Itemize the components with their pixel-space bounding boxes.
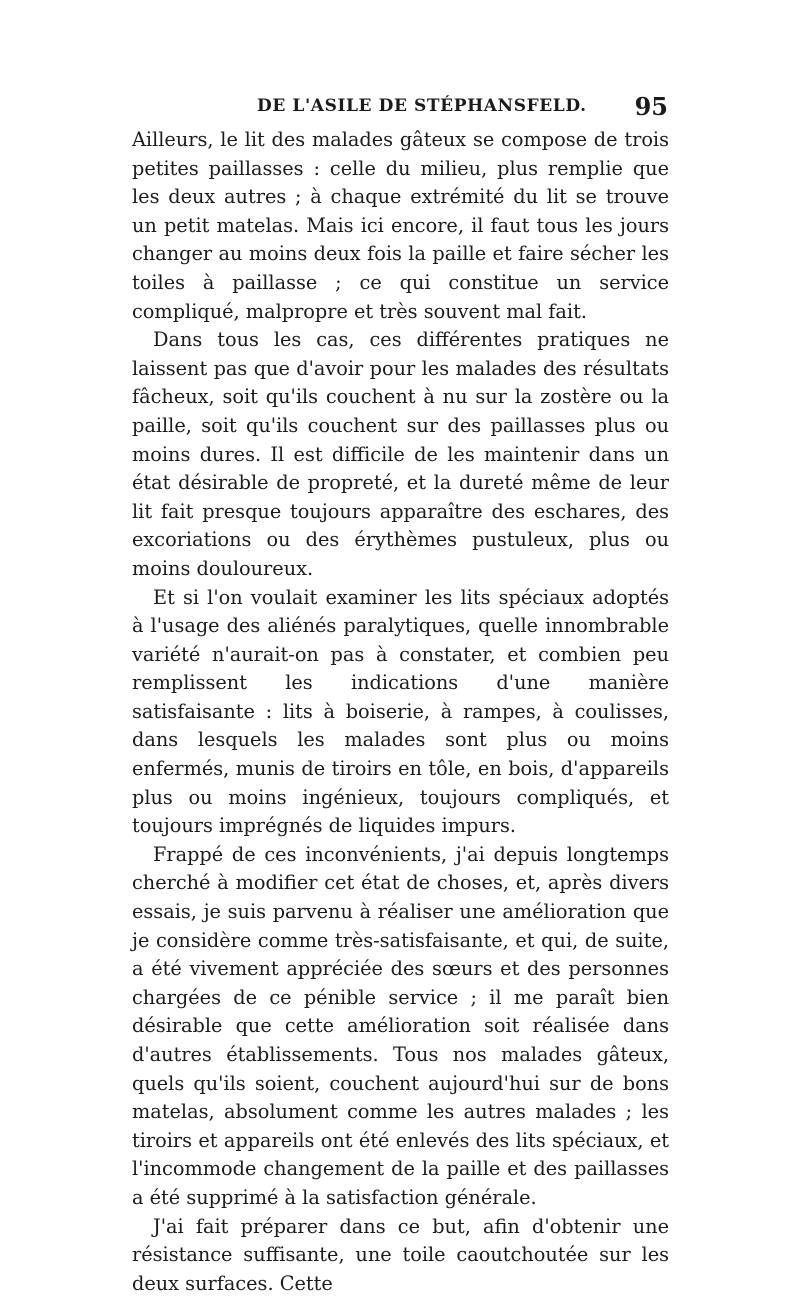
body-text (132, 126, 669, 1298)
paragraph: J'ai fait préparer dans ce but, afin d'obtenir une résistance suffisante, une toile caoutchoutée sur les deux surfaces. Cette (132, 1214, 669, 1295)
paragraph: Ailleurs, le lit des malades gâteux se compose de trois petites paillasses : celle du milieu, plus remplie que les deux autres ; à chaque extrémité du lit se trouve un petit matelas. Mais ici encore, il faut tous les jours changer au moins deux fois la paille et faire sécher les toiles à paillasse ; ce qui constitue un service compliqué, malpropre et très souvent mal fait. (132, 128, 669, 323)
page-number: 95 (634, 92, 668, 121)
paragraph: Et si l'on voulait examiner les lits spéciaux adoptés à l'usage des aliénés paralytiques, quelle innombrable variété n'aurait-on pas à constater, et combien peu remplissent les indications d'une manière satisfaisante : lits à boiserie, à rampes, à coulisses, dans lesquels les malades sont plus ou moins enfermés, munis de tiroirs en tôle, en bois, d'appareils plus ou moins ingénieux, toujours compliqués, et toujours imprégnés de liquides impurs. (132, 585, 669, 838)
running-title: DE L'ASILE DE STÉPHANSFELD. (257, 96, 587, 116)
paragraph: Dans tous les cas, ces différentes pratiques ne laissent pas que d'avoir pour les malades des résultats fâcheux, soit qu'ils couchent à nu sur la zostère ou la paille, soit qu'ils couchent sur des paillasses plus ou moins dures. Il est difficile de les maintenir dans un état désirable de propreté, et la dureté même de leur lit fait presque toujours apparaître des eschares, des excoriations ou des érythèmes pustuleux, plus ou moins douloureux. (132, 328, 669, 580)
page-header (255, 92, 670, 122)
paragraph: Frappé de ces inconvénients, j'ai depuis longtemps cherché à modifier cet état de choses, et, après divers essais, je suis parvenu à réaliser une amélioration que je considère comme très-satisfaisante, et qui, de suite, a été vivement appréciée des sœurs et des personnes chargées de ce pénible service ; il me paraît bien désirable que cette amélioration soit réalisée dans d'autres établissements. Tous nos malades gâteux, quels qu'ils soient, couchent aujourd'hui sur de bons matelas, absolument comme les autres malades ; les tiroirs et appareils ont été enlevés des lits spéciaux, et l'incommode changement de la paille et des paillasses a été supprimé à la satisfaction générale. (132, 842, 669, 1209)
